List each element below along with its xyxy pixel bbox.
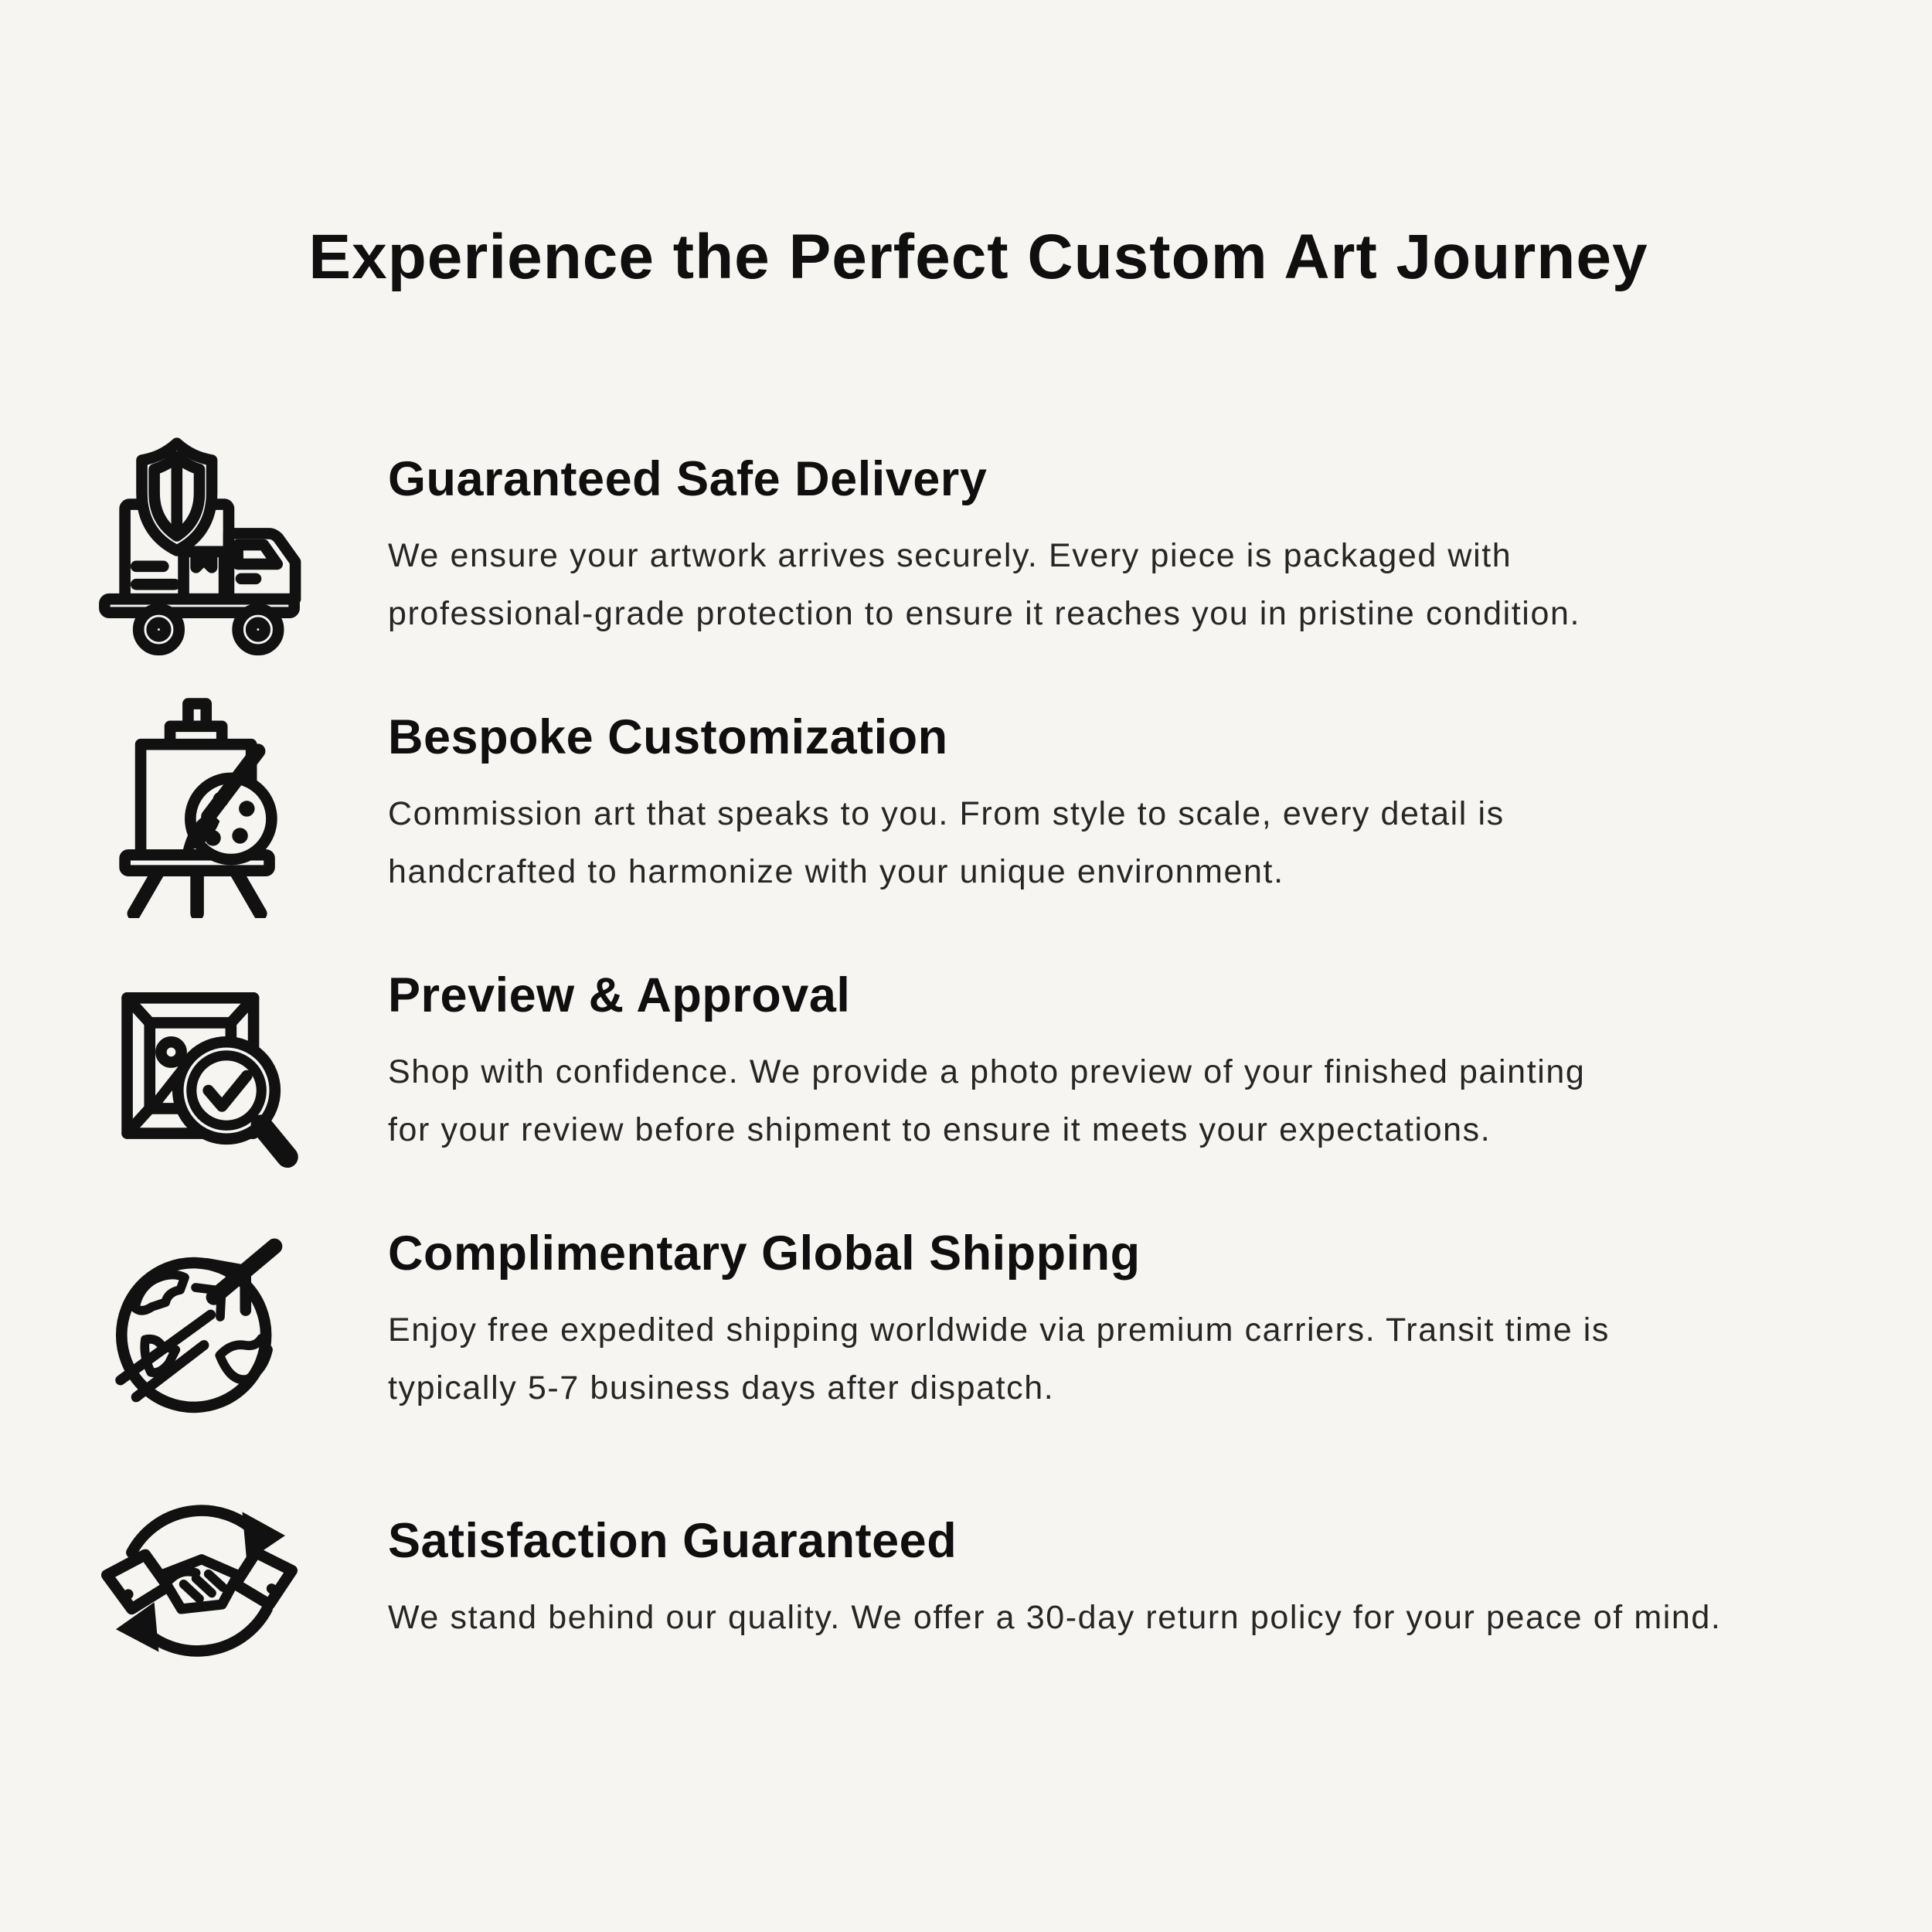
globe-airplane-icon (87, 1209, 312, 1434)
feature-heading: Satisfaction Guaranteed (388, 1513, 957, 1568)
feature-body-line: handcrafted to harmonize with your unique environment. (388, 853, 1284, 890)
feature-text (388, 1513, 1870, 1647)
feature-row-satisfaction (87, 1467, 1870, 1692)
feature-text (388, 968, 1870, 1159)
feature-body-line: Enjoy free expedited shipping worldwide via premium carriers. Transit time is (388, 1311, 1611, 1349)
feature-row-preview-approval (87, 951, 1870, 1176)
feature-row-customization (87, 692, 1870, 918)
shield-truck-icon (87, 434, 312, 660)
page-title: Experience the Perfect Custom Art Journey (308, 222, 1648, 292)
feature-row-global-shipping (87, 1209, 1870, 1434)
frame-magnifier-check-icon (87, 951, 312, 1176)
feature-body-line: professional-grade protection to ensure it reaches you in pristine condition. (388, 595, 1581, 632)
feature-text (388, 709, 1870, 901)
feature-heading: Guaranteed Safe Delivery (388, 452, 988, 506)
feature-body-line: We stand behind our quality. We offer a 30-day return policy for your peace of mind. (388, 1598, 1722, 1636)
feature-body-line: typically 5-7 business days after dispatch. (388, 1369, 1055, 1406)
feature-heading: Complimentary Global Shipping (388, 1226, 1141, 1281)
easel-palette-icon (87, 692, 312, 918)
feature-heading: Bespoke Customization (388, 710, 948, 764)
feature-row-safe-delivery (87, 434, 1870, 660)
feature-list (87, 434, 1870, 1692)
feature-body-line: Shop with confidence. We provide a photo preview of your finished painting (388, 1053, 1586, 1090)
feature-text (388, 1226, 1870, 1417)
feature-body-line: We ensure your artwork arrives securely. Every piece is packaged with (388, 537, 1512, 574)
feature-heading: Preview & Approval (388, 968, 851, 1022)
feature-body-line: Commission art that speaks to you. From style to scale, every detail is (388, 795, 1505, 832)
feature-body-line: for your review before shipment to ensure it meets your expectations. (388, 1111, 1492, 1148)
feature-text (388, 451, 1870, 643)
handshake-cycle-icon (87, 1467, 312, 1692)
